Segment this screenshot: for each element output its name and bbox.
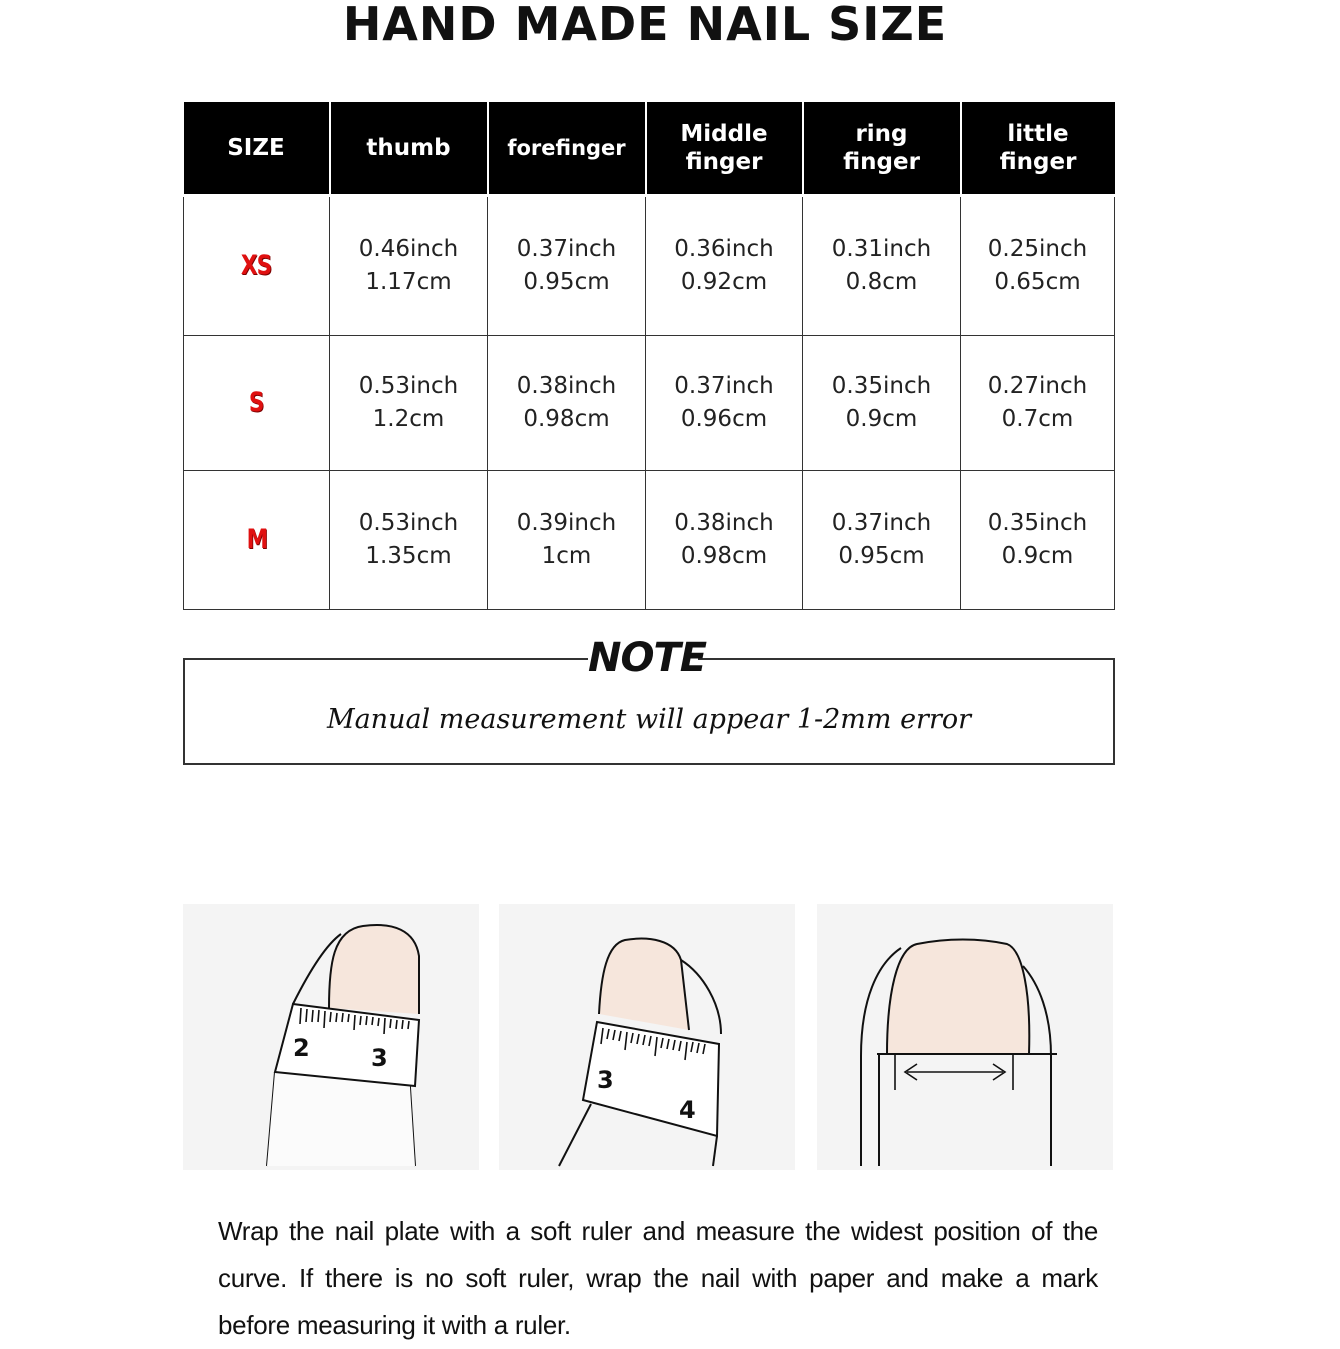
inch-value: 0.38inch (674, 510, 774, 536)
note-text: Manual measurement will appear 1-2mm error (326, 704, 972, 735)
ruler-number: 2 (293, 1034, 310, 1062)
inch-value: 0.39inch (516, 510, 617, 536)
ruler-number: 4 (679, 1096, 696, 1124)
header-forefinger: forefinger (488, 102, 646, 196)
cm-value: 0.9cm (845, 406, 918, 432)
inch-value: 0.37inch (674, 373, 774, 399)
measure-cell (646, 471, 803, 610)
measure-cell (803, 471, 961, 610)
note-title: NOTE (588, 635, 707, 681)
nail-width-drawing (817, 904, 1113, 1170)
inch-value: 0.46inch (358, 236, 459, 262)
finger-ruler-drawing (183, 904, 479, 1170)
size-cell (184, 336, 330, 471)
header-size: SIZE (184, 102, 330, 196)
header-little-finger: little finger (961, 102, 1115, 196)
width-arrow-icon (895, 1054, 1013, 1090)
header-middle-finger: Middle finger (646, 102, 803, 196)
finger-ruler-drawing-2 (499, 904, 795, 1170)
nail-width-illustration (817, 904, 1113, 1170)
cm-value: 0.98cm (680, 543, 768, 569)
cm-value: 0.95cm (523, 269, 610, 295)
measuring-instructions: Wrap the nail plate with a soft ruler and measure the widest position of the curve. If there is no soft ruler, wrap the nail with paper and make a mark before measuring it with a ruler. (218, 1216, 1098, 1340)
cm-value: 0.95cm (838, 543, 925, 569)
cm-value: 0.8cm (845, 269, 918, 295)
measurement-illustrations (183, 904, 1113, 1170)
measure-cell (488, 471, 646, 610)
inch-value: 0.36inch (674, 236, 774, 262)
table-header-row (184, 102, 1115, 196)
measure-cell (646, 196, 803, 336)
size-cell (184, 471, 330, 610)
cm-value: 0.9cm (1001, 543, 1074, 569)
inch-value: 0.53inch (358, 510, 459, 536)
table-row (184, 196, 1115, 336)
measure-cell (330, 336, 488, 471)
cm-value: 0.65cm (994, 269, 1081, 295)
finger-ruler-illustration (499, 904, 795, 1170)
size-label-m: M (246, 523, 267, 555)
cm-value: 1.17cm (365, 269, 452, 295)
inch-value: 0.27inch (987, 373, 1088, 399)
size-label-s: S (249, 386, 264, 418)
inch-value: 0.37inch (831, 510, 932, 536)
measure-cell (961, 471, 1115, 610)
cm-value: 0.98cm (523, 406, 610, 432)
cm-value: 0.96cm (680, 406, 768, 432)
measure-cell (330, 471, 488, 610)
inch-value: 0.38inch (516, 373, 617, 399)
size-label-xs: XS (241, 249, 272, 281)
cm-value: 1.35cm (365, 543, 452, 569)
nail-size-table (183, 102, 1115, 610)
ruler-number: 3 (371, 1044, 388, 1072)
cm-value: 1.2cm (372, 406, 445, 432)
cm-value: 1cm (541, 543, 592, 569)
inch-value: 0.35inch (831, 373, 932, 399)
table-row (184, 336, 1115, 471)
table-row (184, 471, 1115, 610)
measure-cell (646, 336, 803, 471)
inch-value: 0.31inch (831, 236, 932, 262)
cm-value: 0.92cm (680, 269, 768, 295)
inch-value: 0.35inch (987, 510, 1088, 536)
header-ring-finger: ring finger (803, 102, 961, 196)
thumb-ruler-illustration (183, 904, 479, 1170)
cm-value: 0.7cm (1001, 406, 1074, 432)
measure-cell (330, 196, 488, 336)
ruler-number: 3 (597, 1066, 614, 1094)
size-cell (184, 196, 330, 336)
page-title: HAND MADE NAIL SIZE (342, 0, 948, 51)
measure-cell (488, 196, 646, 336)
measure-cell (803, 196, 961, 336)
measure-cell (488, 336, 646, 471)
measure-cell (961, 196, 1115, 336)
measure-cell (961, 336, 1115, 471)
header-thumb: thumb (330, 102, 488, 196)
inch-value: 0.53inch (358, 373, 459, 399)
inch-value: 0.25inch (987, 236, 1088, 262)
inch-value: 0.37inch (516, 236, 617, 262)
measure-cell (803, 336, 961, 471)
